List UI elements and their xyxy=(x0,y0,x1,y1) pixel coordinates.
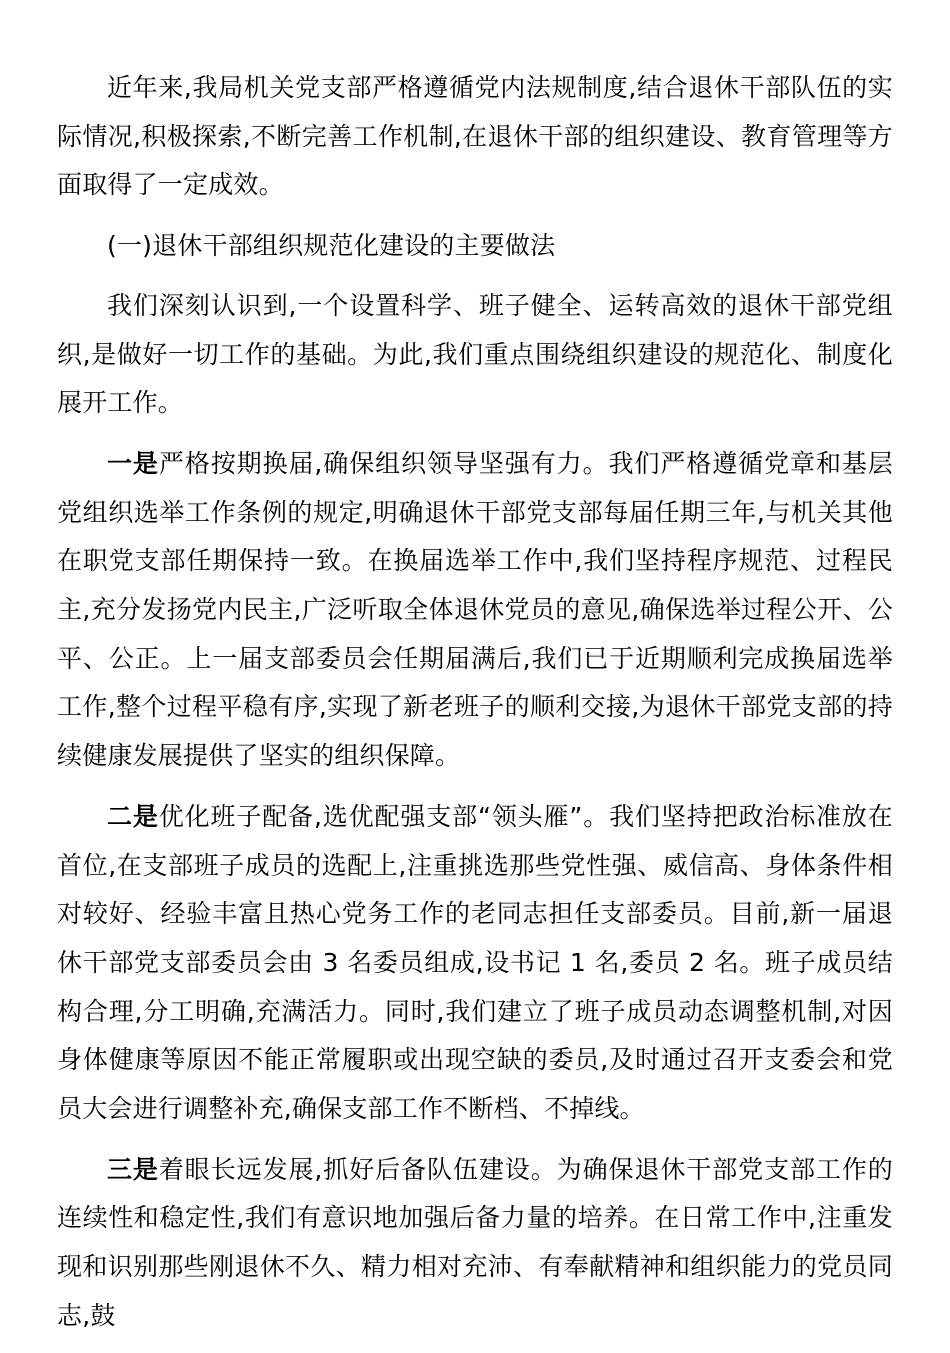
point-one-text: 严格按期换届,确保组织领导坚强有力。我们严格遵循党章和基层党组织选举工作条例的规定,明确退休干部党支部每届任期三年,与机关其他在职党支部任期保持一致。在换届选举工作中,我们坚持程序规范、过程民主,充分发扬党内民主,广泛听取全体退休党员的意见,确保选举过程公开、公平、公正。上一届支部委员会任期届满后,我们已于近期顺利完成换届选举工作,整个过程平稳有序,实现了新老班子的顺利交接,为退休干部党支部的持续健康发展提供了坚实的组织保障。 xyxy=(57,448,893,771)
paragraph-section-intro xyxy=(57,282,893,428)
section-heading-text: (一)退休干部组织规范化建设的主要做法 xyxy=(107,231,556,261)
paragraph-point-three xyxy=(57,1146,893,1341)
point-one-lead: 一是 xyxy=(107,448,159,478)
paragraph-intro-text: 近年来,我局机关党支部严格遵循党内法规制度,结合退休干部队伍的实际情况,积极探索,不断完善工作机制,在退休干部的组织建设、教育管理等方面取得了一定成效。 xyxy=(57,73,893,200)
section-heading xyxy=(57,222,893,271)
point-two-lead: 二是 xyxy=(107,801,159,831)
paragraph-intro xyxy=(57,64,893,210)
point-two-text: 优化班子配备,选优配强支部“领头雁”。我们坚持把政治标准放在首位,在支部班子成员的选配上,注重挑选那些党性强、威信高、身体条件相对较好、经验丰富且热心党务工作的老同志担任支部委员。目前,新一届退休干部党支部委员会由 3 名委员组成,设书记 1 名,委员 2 名。班子成员结构合理,分工明确,充满活力。同时,我们建立了班子成员动态调整机制,对因身体健康等原因不能正常履职或出现空缺的委员,及时通过召开支委会和党员大会进行调整补充,确保支部工作不断档、不掉线。 xyxy=(57,801,893,1124)
point-three-text: 着眼长远发展,抓好后备队伍建设。为确保退休干部党支部工作的连续性和稳定性,我们有意识地加强后备力量的培养。在日常工作中,注重发现和识别那些刚退休不久、精力相对充沛、有奉献精神和组织能力的党员同志,鼓 xyxy=(57,1154,893,1330)
paragraph-point-two xyxy=(57,793,893,1134)
paragraph-point-one xyxy=(57,440,893,781)
paragraph-section-intro-text: 我们深刻认识到,一个设置科学、班子健全、运转高效的退休干部党组织,是做好一切工作的基础。为此,我们重点围绕组织建设的规范化、制度化展开工作。 xyxy=(57,290,893,418)
point-three-lead: 三是 xyxy=(107,1154,159,1184)
document-page xyxy=(57,64,893,1353)
